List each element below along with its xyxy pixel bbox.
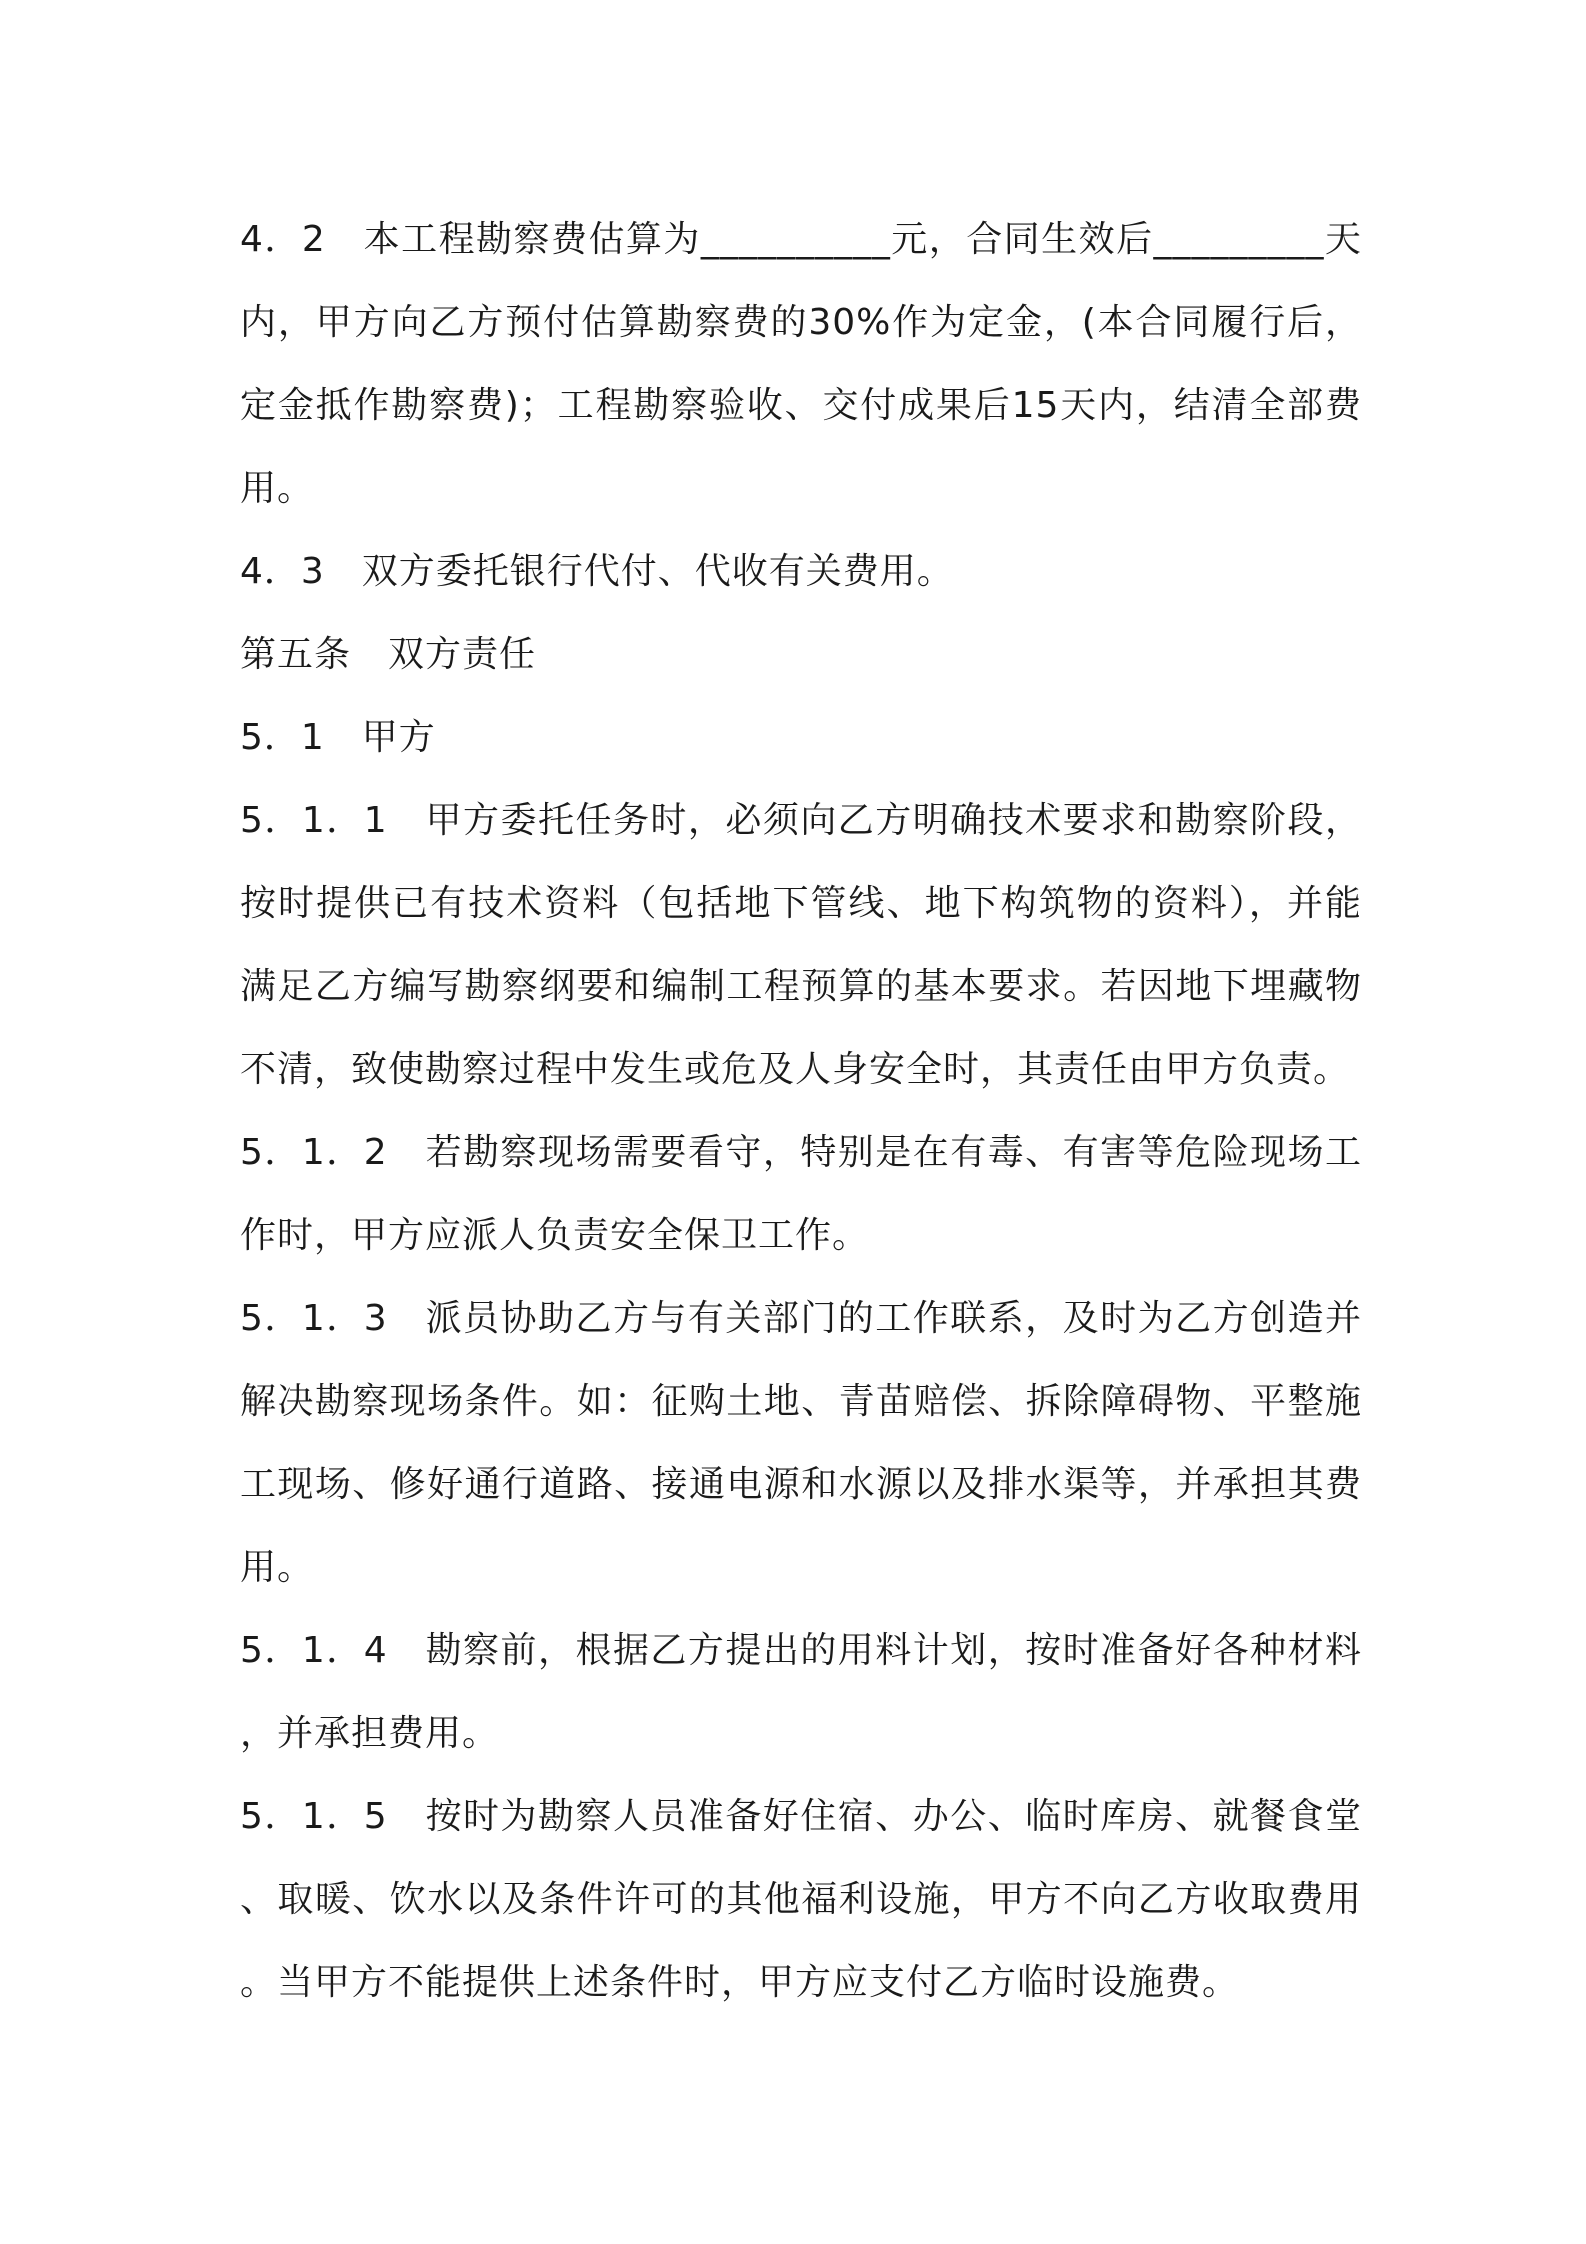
clause-5-1-heading: 5．1 甲方 bbox=[240, 717, 436, 758]
clause-4-2: 4．2 本工程勘察费估算为__________元，合同生效后_________天内，甲方向乙方预付估算勘察费的30%作为定金，(本合同履行后，定金抵作勘察费)；工程勘察验收、交付成果后15天内，结清全部费用。 bbox=[240, 219, 1362, 509]
clause-5-1-4: 5．1．4 勘察前，根据乙方提出的用料计划，按时准备好各种材料，并承担费用。 bbox=[240, 1630, 1362, 1754]
clause-5-1-3: 5．1．3 派员协助乙方与有关部门的工作联系，及时为乙方创造并解决勘察现场条件。如：征购土地、青苗赔偿、拆除障碍物、平整施工现场、修好通行道路、接通电源和水源以及排水渠等，并承担其费用。 bbox=[240, 1298, 1362, 1588]
document-body bbox=[240, 198, 1362, 2024]
article-5-heading: 第五条 双方责任 bbox=[240, 634, 537, 675]
clause-5-1-1: 5．1．1 甲方委托任务时，必须向乙方明确技术要求和勘察阶段，按时提供已有技术资料（包括地下管线、地下构筑物的资料），并能满足乙方编写勘察纲要和编制工程预算的基本要求。若因地下埋藏物不清，致使勘察过程中发生或危及人身安全时，其责任由甲方负责。 bbox=[240, 800, 1362, 1090]
clause-5-1-2: 5．1．2 若勘察现场需要看守，特别是在有毒、有害等危险现场工作时，甲方应派人负责安全保卫工作。 bbox=[240, 1132, 1362, 1256]
clause-5-1-5: 5．1．5 按时为勘察人员准备好住宿、办公、临时库房、就餐食堂、取暖、饮水以及条件许可的其他福利设施，甲方不向乙方收取费用。当甲方不能提供上述条件时，甲方应支付乙方临时设施费。 bbox=[240, 1796, 1362, 2003]
clause-4-3: 4．3 双方委托银行代付、代收有关费用。 bbox=[240, 551, 954, 592]
